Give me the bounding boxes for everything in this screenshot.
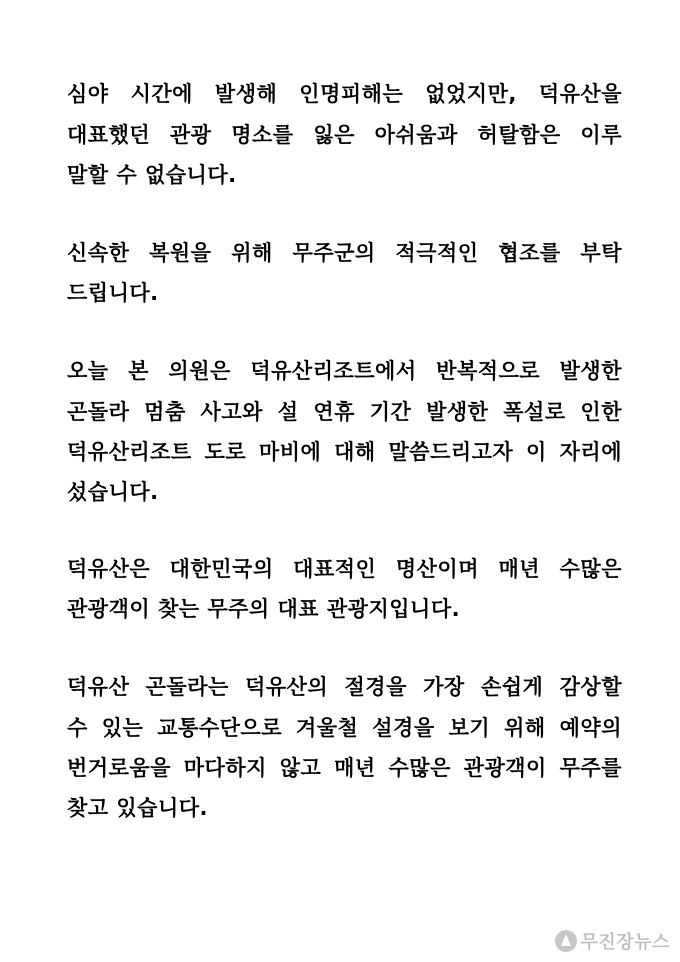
paragraph-1-line-3: 말할 수 없습니다. — [67, 163, 237, 187]
paragraph-3-line-3: 덕유산리조트 도로 마비에 대해 말씀드리고자 이 자리에 — [67, 440, 622, 464]
watermark-text: 무진장뉴스 — [580, 932, 670, 952]
paragraph-5-line-1: 덕유산 곤돌라는 덕유산의 절경을 가장 손쉽게 감상할 — [67, 675, 622, 699]
paragraph-4-line-2: 관광객이 찾는 무주의 대표 관광지입니다. — [67, 597, 461, 621]
paragraph-3-line-4: 섰습니다. — [67, 480, 159, 504]
mountain-logo-icon — [555, 930, 577, 952]
paragraph-4-line-1: 덕유산은 대한민국의 대표적인 명산이며 매년 수많은 — [67, 557, 622, 581]
paragraph-5-line-3: 번거로움을 마다하지 않고 매년 수많은 관광객이 무주를 — [67, 756, 622, 780]
paragraph-3-line-1: 오늘 본 의원은 덕유산리조트에서 반복적으로 발생한 — [67, 359, 622, 383]
paragraph-1-line-1: 심야 시간에 발생해 인명피해는 없었지만, 덕유산을 — [67, 82, 622, 106]
watermark — [555, 928, 670, 954]
paragraph-3-line-2: 곤돌라 멈춤 사고와 설 연휴 기간 발생한 폭설로 인한 — [67, 400, 622, 424]
paragraph-2-line-1: 신속한 복원을 위해 무주군의 적극적인 협조를 부탁 — [67, 241, 622, 265]
paragraph-5-line-4: 찾고 있습니다. — [67, 796, 209, 820]
paragraph-1-line-2: 대표했던 관광 명소를 잃은 아쉬움과 허탈함은 이루 — [67, 123, 622, 147]
paragraph-2-line-2: 드립니다. — [67, 281, 159, 305]
paragraph-5-line-2: 수 있는 교통수단으로 겨울철 설경을 보기 위해 예약의 — [67, 716, 622, 740]
